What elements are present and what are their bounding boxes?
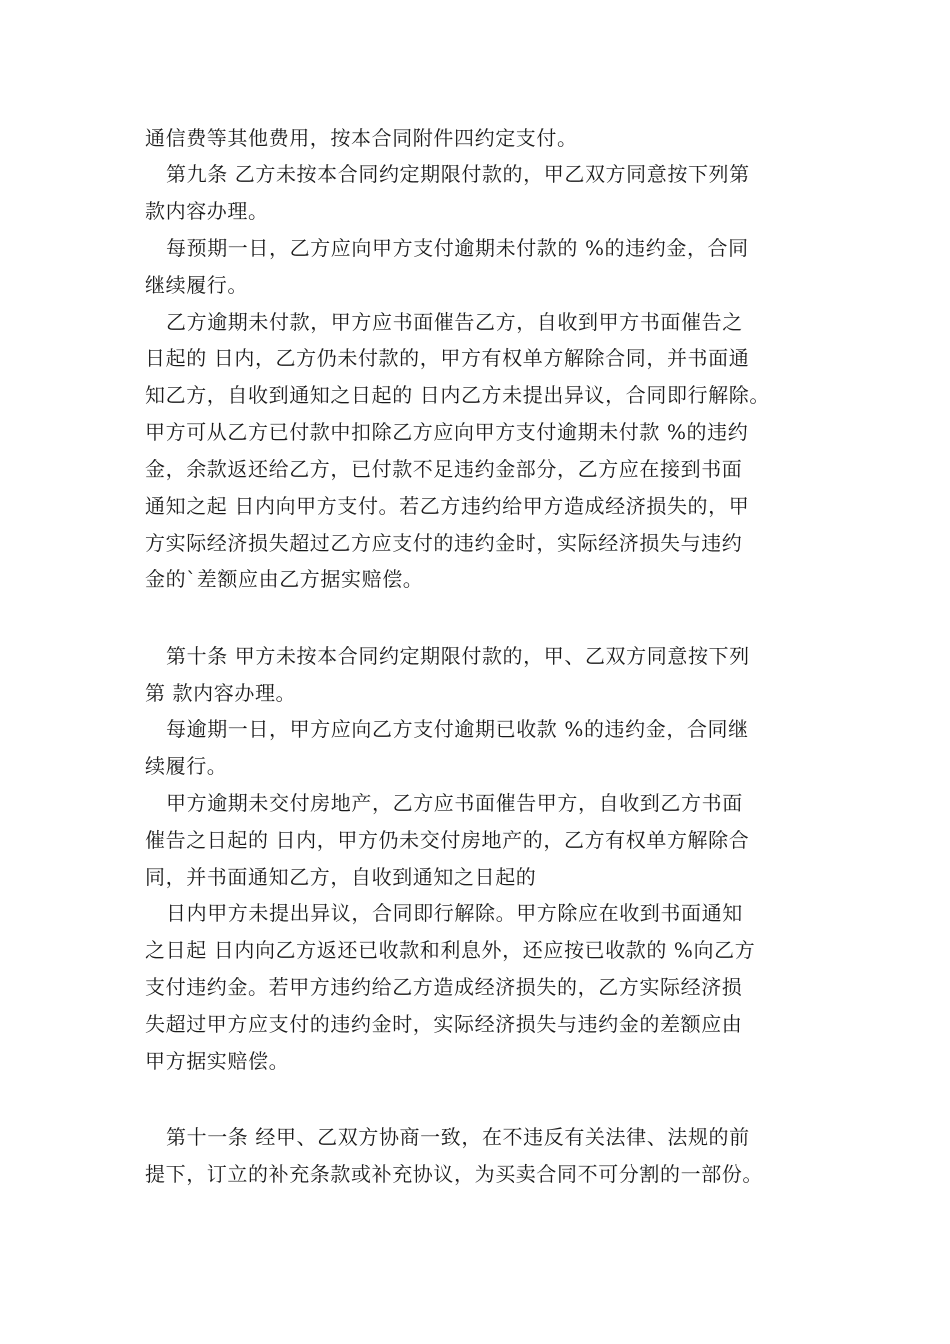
text-line: 每预期一日，乙方应向甲方支付逾期未付款的 %的违约金，合同: [166, 236, 749, 260]
text-line: 日起的 日内，乙方仍未付款的，甲方有权单方解除合同，并书面通: [145, 346, 750, 370]
text-line: 金的`差额应由乙方据实赔偿。: [145, 567, 424, 591]
text-line: 第十一条 经甲、乙双方协商一致，在不违反有关法律、法规的前: [166, 1125, 750, 1149]
text-line: 同，并书面通知乙方，自收到通知之日起的: [145, 865, 537, 889]
text-line: 日内甲方未提出异议，合同即行解除。甲方除应在收到书面通知: [166, 901, 743, 925]
text-line: 之日起 日内向乙方返还已收款和利息外，还应按已收款的 %向乙方: [145, 938, 756, 962]
text-line: 甲方据实赔偿。: [145, 1049, 290, 1073]
text-line: 继续履行。: [145, 273, 248, 297]
text-line: 乙方逾期未付款，甲方应书面催告乙方，自收到甲方书面催告之: [166, 310, 743, 334]
text-line: 催告之日起的 日内，甲方仍未交付房地产的，乙方有权单方解除合: [145, 828, 750, 852]
text-line: 失超过甲方应支付的违约金时，实际经济损失与违约金的差额应由: [145, 1012, 743, 1036]
text-line: 款内容办理。: [145, 199, 269, 223]
text-line: 方实际经济损失超过乙方应支付的违约金时，实际经济损失与违约: [145, 531, 743, 555]
text-line: 金，余款返还给乙方，已付款不足违约金部分，乙方应在接到书面: [145, 457, 743, 481]
text-line: 提下，订立的补充条款或补充协议，为买卖合同不可分割的一部份。: [145, 1162, 763, 1186]
text-line: 第九条 乙方未按本合同约定期限付款的，甲乙双方同意按下列第: [166, 162, 750, 186]
text-line: 知乙方，自收到通知之日起的 日内乙方未提出异议，合同即行解除。: [145, 383, 770, 407]
text-line: 甲方逾期未交付房地产，乙方应书面催告甲方，自收到乙方书面: [166, 791, 743, 815]
text-line: 第十条 甲方未按本合同约定期限付款的，甲、乙双方同意按下列: [166, 644, 750, 668]
text-line: 第 款内容办理。: [145, 681, 297, 705]
text-line: 支付违约金。若甲方违约给乙方造成经济损失的，乙方实际经济损: [145, 975, 743, 999]
text-line: 通知之起 日内向甲方支付。若乙方违约给甲方造成经济损失的，甲: [145, 494, 750, 518]
text-line: 甲方可从乙方已付款中扣除乙方应向甲方支付逾期未付款 %的违约: [145, 420, 749, 444]
text-line: 通信费等其他费用，按本合同附件四约定支付。: [145, 126, 578, 150]
text-line: 续履行。: [145, 754, 228, 778]
text-line: 每逾期一日，甲方应向乙方支付逾期已收款 %的违约金，合同继: [166, 717, 749, 741]
